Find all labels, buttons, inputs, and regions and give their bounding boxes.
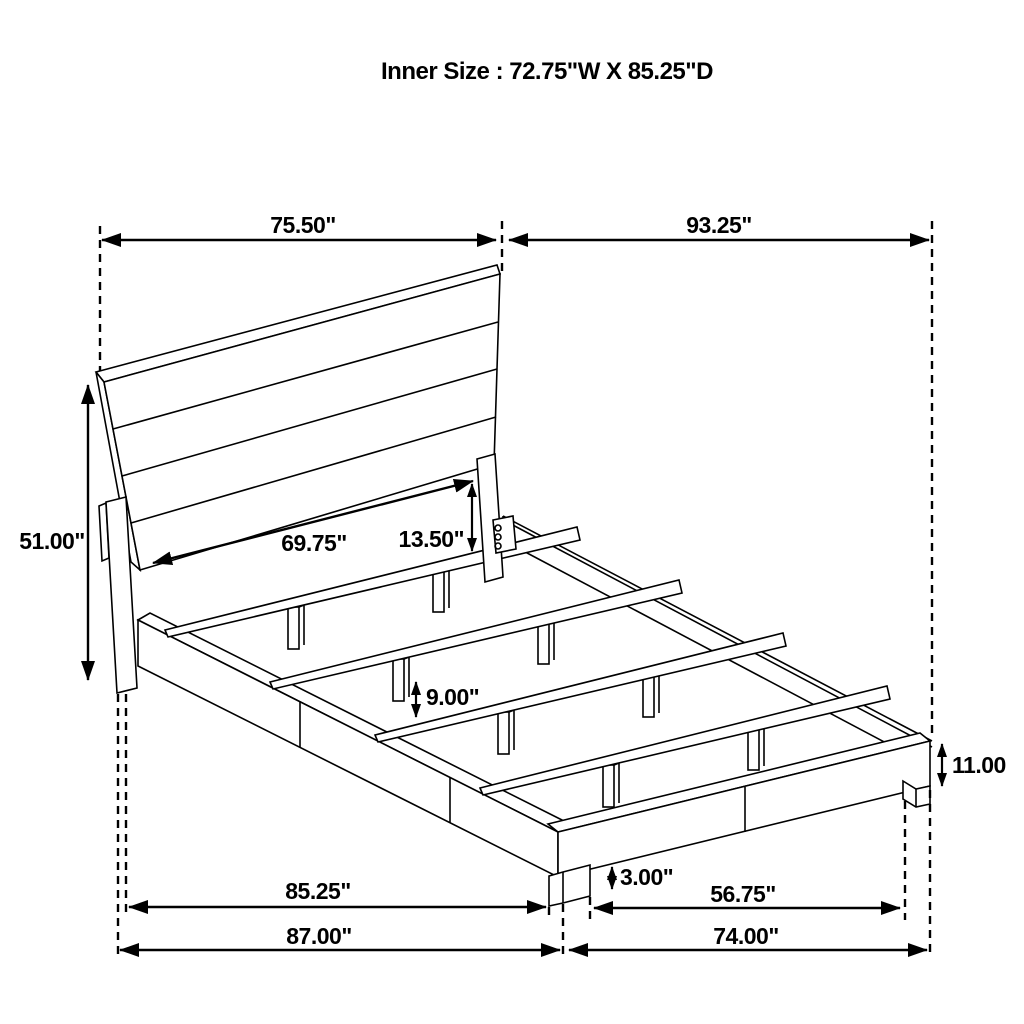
dim-label-rail-span: 56.75": [710, 881, 776, 907]
dim-label-rail-height: 11.00: [952, 752, 1006, 778]
dim-label-foot-leg: 3.00": [620, 864, 674, 890]
dim-label-frame-depth: 93.25": [686, 212, 752, 238]
page-title: Inner Size : 72.75"W X 85.25"D: [381, 58, 714, 85]
dim-label-overall-depth: 87.00": [286, 923, 352, 949]
dim-label-headboard-gap: 13.50": [398, 526, 464, 552]
support-leg: [393, 657, 409, 701]
support-leg: [603, 763, 619, 807]
dim-label-support-leg: 9.00": [426, 684, 480, 710]
dim-label-inner-depth: 85.25": [285, 878, 351, 904]
support-leg: [498, 710, 514, 754]
near-rail-front-face: [138, 620, 558, 877]
mattress-slats: [165, 527, 890, 795]
support-leg: [288, 605, 304, 649]
dim-label-headboard-width: 75.50": [270, 212, 336, 238]
dim-label-headboard-height: 51.00": [19, 528, 85, 554]
dim-label-overall-width: 74.00": [713, 923, 779, 949]
far-side-rail: [503, 516, 932, 763]
dim-label-inner-width: 69.75": [281, 530, 347, 556]
